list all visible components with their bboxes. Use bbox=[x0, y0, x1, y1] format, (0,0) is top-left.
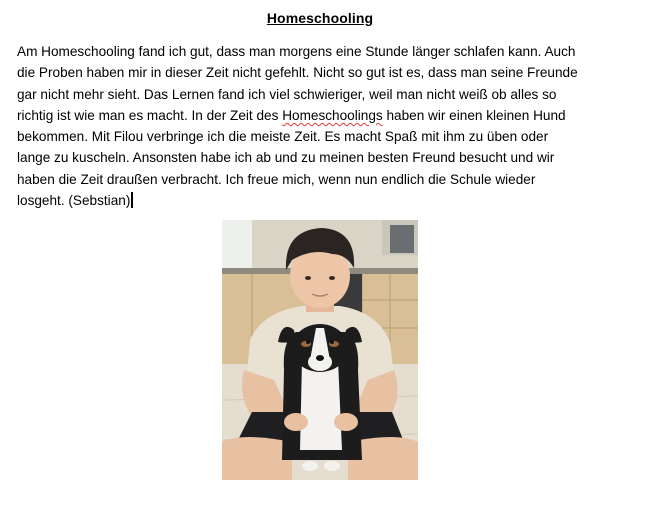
body-text: die Proben haben mir in dieser Zeit nicht gefehlt. Nicht so gut ist es, dass man seine Freunde bbox=[17, 65, 578, 81]
document-title: Homeschooling bbox=[266, 10, 374, 26]
body-line-2 bbox=[17, 62, 617, 83]
body-text: richtig ist wie man es macht. In der Zeit des bbox=[17, 107, 283, 123]
body-text: lange zu kuscheln. Ansonsten habe ich ab und zu meinen besten Freund besucht und wir bbox=[17, 150, 555, 166]
photo-illustration bbox=[222, 220, 418, 480]
body-text: bekommen. Mit Filou verbringe ich die meiste Zeit. Es macht Spaß mit ihm zu üben oder bbox=[17, 129, 549, 145]
window bbox=[222, 220, 252, 270]
body-line-5 bbox=[17, 126, 617, 147]
body-line-7 bbox=[17, 169, 617, 190]
body-text: Am Homeschooling fand ich gut, dass man morgens eine Stunde länger schlafen kann. Auch bbox=[17, 44, 576, 59]
text-cursor bbox=[131, 192, 133, 208]
document-body[interactable] bbox=[17, 41, 617, 211]
body-line-6 bbox=[17, 147, 617, 168]
body-text: losgeht. (Sebstian) bbox=[17, 193, 131, 209]
body-line-3 bbox=[17, 84, 617, 105]
photo-boy-with-dog[interactable] bbox=[222, 220, 418, 480]
body-text: gar nicht mehr sieht. Das Lernen fand ich viel schwieriger, weil man nicht weiß ob alles so bbox=[17, 86, 557, 102]
body-text: haben die Zeit draußen verbracht. Ich freue mich, wenn nun endlich die Schule wieder bbox=[17, 171, 536, 187]
body-line-4 bbox=[17, 105, 617, 126]
body-line-8 bbox=[17, 190, 617, 211]
boy-hand-left bbox=[284, 413, 308, 431]
body-text: haben wir einen kleinen Hund bbox=[382, 107, 566, 123]
boy-leg-left bbox=[222, 437, 292, 480]
spellcheck-flagged-word[interactable]: Homeschoolings bbox=[282, 107, 383, 123]
boy-hand-right bbox=[334, 413, 358, 431]
body-line-1 bbox=[17, 41, 617, 62]
kitchen-appliance bbox=[390, 225, 414, 253]
